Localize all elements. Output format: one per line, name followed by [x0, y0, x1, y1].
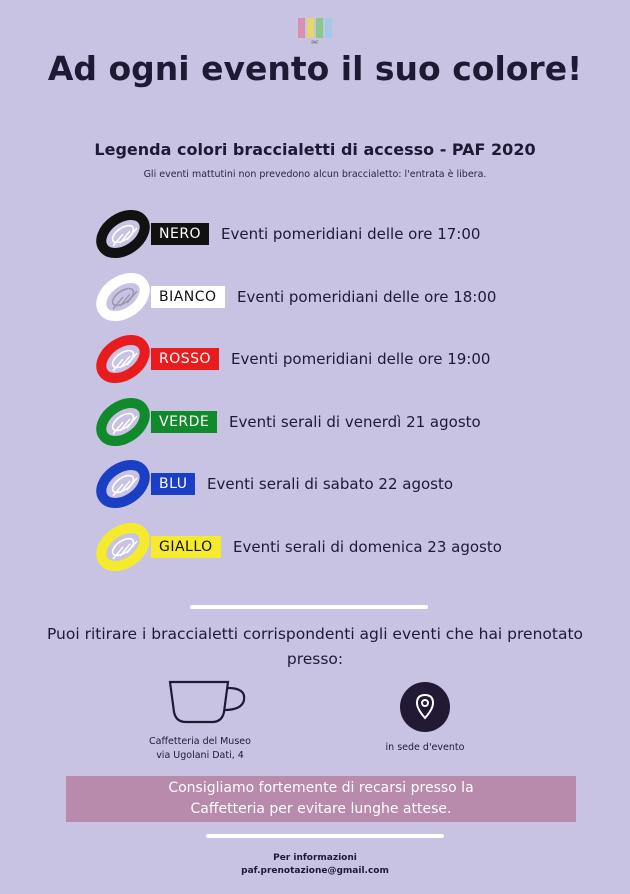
entry-note: Gli eventi mattutini non prevedono alcun braccialetto: l'entrata è libera.	[143, 169, 487, 180]
location-cafe-address: via Ugolani Dati, 4	[156, 750, 244, 761]
legend-row-verde	[95, 394, 575, 450]
event-description: Eventi serali di sabato 22 agosto	[207, 475, 454, 493]
event-description: Eventi pomeridiani delle ore 19:00	[231, 350, 491, 368]
bracelet-icon	[95, 269, 151, 325]
legend-row-nero	[95, 206, 575, 262]
event-description: Eventi serali di domenica 23 agosto	[233, 537, 502, 556]
color-badge: ROSSO	[151, 348, 219, 370]
color-badge: BLU	[151, 473, 195, 495]
bracelet-icon	[95, 206, 151, 262]
color-badge: GIALLO	[151, 536, 221, 558]
bracelet-icon	[95, 331, 151, 387]
page-title: Ad ogni evento il suo colore!	[47, 49, 583, 88]
logo-caption: PAF	[311, 40, 319, 45]
subtitle: Legenda colori braccialetti di accesso - PAF 2020	[94, 140, 536, 159]
color-badge: BIANCO	[151, 286, 225, 308]
divider-top	[190, 605, 428, 609]
coffee-cup-icon	[166, 676, 252, 726]
contact-email: paf.prenotazione@gmail.com	[241, 866, 389, 876]
event-description: Eventi pomeridiani delle ore 17:00	[221, 225, 481, 243]
legend-row-rosso	[95, 331, 575, 387]
divider-bottom	[206, 834, 444, 838]
logo-bar	[316, 18, 323, 38]
location-event: in sede d'evento	[385, 742, 465, 753]
bracelet-icon	[95, 456, 151, 512]
color-badge: VERDE	[151, 411, 217, 433]
legend-row-giallo	[95, 519, 575, 575]
logo-bar	[325, 18, 332, 38]
legend-row-bianco	[95, 269, 575, 325]
logo-bar	[298, 18, 305, 38]
color-badge: NERO	[151, 223, 209, 245]
location-cafe-name: Caffetteria del Museo	[149, 736, 251, 747]
location-pin-badge	[400, 682, 450, 732]
advice-line2: Caffetteria per evitare lunghe attese.	[190, 801, 452, 817]
bracelet-icon	[95, 394, 151, 450]
bracelet-icon	[95, 519, 151, 575]
event-description: Eventi serali di venerdì 21 agosto	[229, 412, 481, 431]
logo-bar	[307, 18, 314, 38]
legend-row-blu	[95, 456, 575, 512]
contact-label: Per informazioni	[273, 853, 357, 863]
map-pin-icon	[400, 682, 450, 732]
logo	[298, 18, 332, 52]
advice-banner	[66, 776, 576, 822]
location-cafe	[110, 735, 290, 763]
advice-line1: Consigliamo fortemente di recarsi presso la	[168, 780, 474, 796]
pickup-text: Puoi ritirare i braccialetti corrispondenti agli eventi che hai prenotato presso:	[46, 625, 584, 668]
contact-info	[0, 852, 630, 878]
event-description: Eventi pomeridiani delle ore 18:00	[237, 287, 497, 306]
